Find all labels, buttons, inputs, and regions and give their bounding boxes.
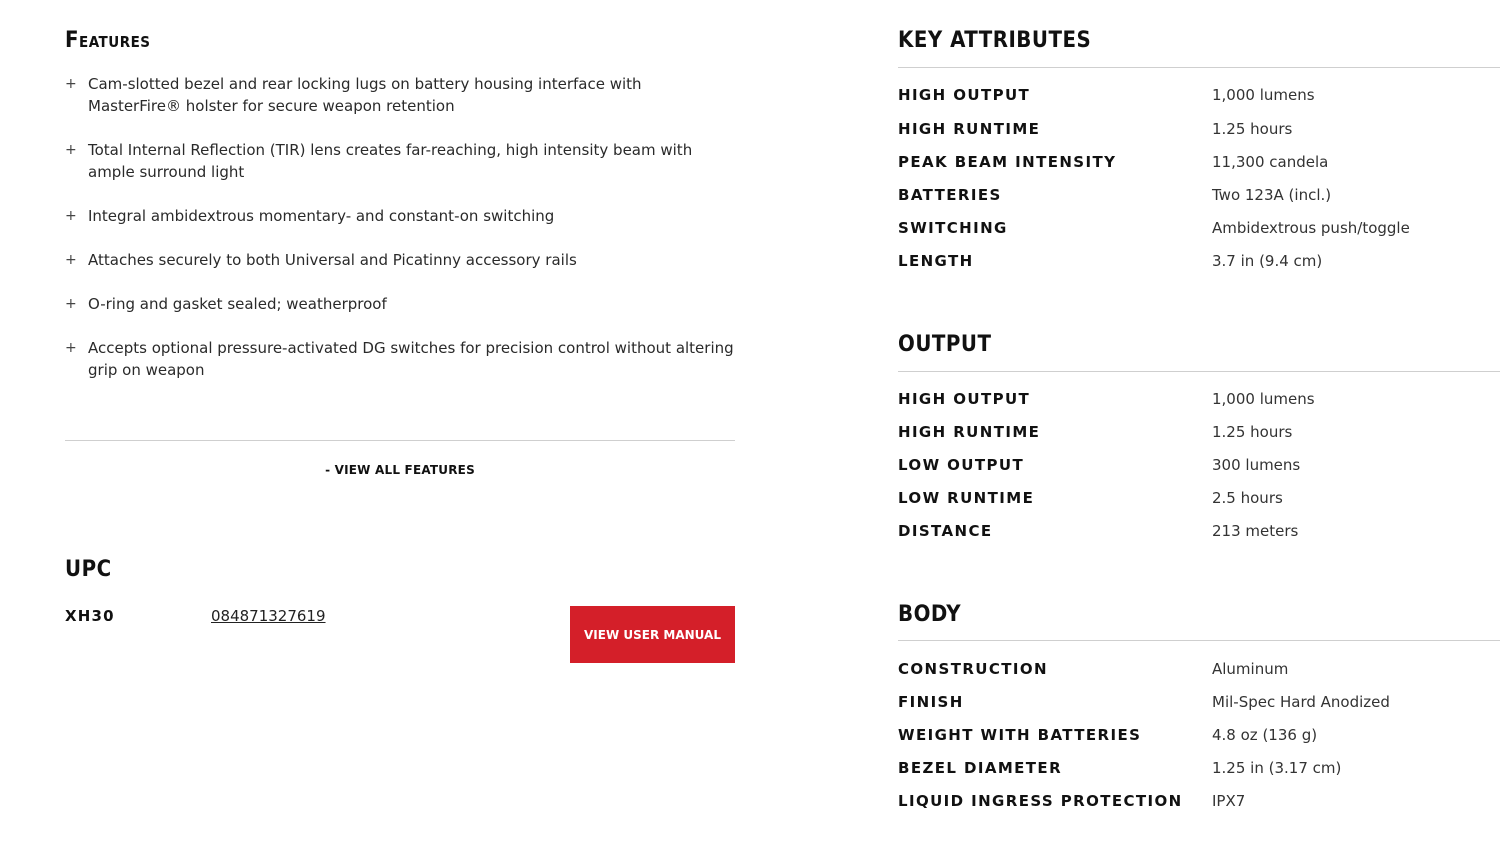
spec-label: BATTERIES: [898, 186, 1002, 204]
spec-label: HIGH OUTPUT: [898, 390, 1031, 408]
body-section: [898, 602, 1500, 810]
spec-value: 1.25 hours: [1212, 423, 1293, 441]
spec-label: LIQUID INGRESS PROTECTION: [898, 792, 1183, 810]
plus-icon: +: [65, 208, 77, 224]
spec-value: 1.25 in (3.17 cm): [1212, 759, 1342, 777]
feature-item: [65, 73, 735, 117]
spec-value: 1,000 lumens: [1212, 390, 1315, 408]
spec-row: [898, 153, 1500, 173]
feature-text: Total Internal Reflection (TIR) lens creates far-reaching, high intensity beam with ample surround light: [88, 141, 693, 181]
plus-icon: +: [65, 76, 77, 92]
spec-value: 213 meters: [1212, 522, 1299, 540]
spec-label: LENGTH: [898, 252, 974, 270]
view-all-features-link[interactable]: - VIEW ALL FEATURES: [325, 463, 475, 477]
spec-row: [898, 660, 1500, 680]
spec-label: PEAK BEAM INTENSITY: [898, 153, 1117, 171]
spec-value: 4.8 oz (136 g): [1212, 726, 1318, 744]
plus-icon: +: [65, 142, 77, 158]
spec-label: WEIGHT WITH BATTERIES: [898, 726, 1142, 744]
spec-row: [898, 759, 1500, 779]
upc-heading: UPC: [65, 557, 112, 582]
spec-row: [898, 456, 1500, 476]
spec-row: [898, 252, 1500, 272]
body-heading: BODY: [898, 602, 962, 627]
feature-item: [65, 337, 735, 381]
section-divider: [898, 640, 1500, 641]
spec-value: Aluminum: [1212, 660, 1289, 678]
spec-row: [898, 693, 1500, 713]
spec-label: SWITCHING: [898, 219, 1008, 237]
feature-item: [65, 205, 735, 227]
spec-label: HIGH RUNTIME: [898, 120, 1041, 138]
plus-icon: +: [65, 252, 77, 268]
spec-row: [898, 390, 1500, 410]
feature-item: [65, 139, 735, 183]
upc-code-link[interactable]: 084871327619: [211, 607, 326, 625]
spec-label: HIGH RUNTIME: [898, 423, 1041, 441]
spec-value: 1,000 lumens: [1212, 86, 1315, 104]
spec-label: CONSTRUCTION: [898, 660, 1049, 678]
spec-row: [898, 792, 1500, 812]
spec-row: [898, 522, 1500, 542]
spec-value: Mil-Spec Hard Anodized: [1212, 693, 1390, 711]
feature-item: [65, 293, 735, 315]
spec-label: FINISH: [898, 693, 964, 711]
features-heading: Features: [65, 28, 151, 53]
spec-value: 300 lumens: [1212, 456, 1301, 474]
section-divider: [898, 67, 1500, 68]
spec-row: [898, 186, 1500, 206]
spec-row: [898, 489, 1500, 509]
spec-label: LOW RUNTIME: [898, 489, 1035, 507]
spec-row: [898, 86, 1500, 106]
output-heading: OUTPUT: [898, 332, 992, 357]
spec-row: [898, 219, 1500, 239]
section-divider: [898, 371, 1500, 372]
output-section: [898, 332, 1500, 540]
spec-value: Ambidextrous push/toggle: [1212, 219, 1410, 237]
spec-value: Two 123A (incl.): [1212, 186, 1332, 204]
spec-value: 1.25 hours: [1212, 120, 1293, 138]
key-attributes-section: [898, 28, 1500, 270]
spec-value: 11,300 candela: [1212, 153, 1329, 171]
feature-text: Cam-slotted bezel and rear locking lugs on battery housing interface with MasterFire® holster for secure weapon retention: [88, 75, 642, 115]
spec-value: 3.7 in (9.4 cm): [1212, 252, 1323, 270]
spec-value: IPX7: [1212, 792, 1246, 810]
feature-text: O-ring and gasket sealed; weatherproof: [88, 295, 387, 313]
feature-text: Accepts optional pressure-activated DG switches for precision control without altering grip on weapon: [88, 339, 734, 379]
upc-model-label: XH30: [65, 607, 115, 625]
spec-label: BEZEL DIAMETER: [898, 759, 1063, 777]
feature-text: Integral ambidextrous momentary- and constant-on switching: [88, 207, 555, 225]
plus-icon: +: [65, 296, 77, 312]
spec-row: [898, 726, 1500, 746]
feature-item: [65, 249, 735, 271]
features-divider: [65, 440, 735, 441]
key-attributes-heading: KEY ATTRIBUTES: [898, 28, 1092, 53]
spec-label: DISTANCE: [898, 522, 993, 540]
view-user-manual-button[interactable]: VIEW USER MANUAL: [570, 606, 735, 663]
spec-row: [898, 423, 1500, 443]
spec-value: 2.5 hours: [1212, 489, 1283, 507]
plus-icon: +: [65, 340, 77, 356]
spec-label: LOW OUTPUT: [898, 456, 1025, 474]
feature-text: Attaches securely to both Universal and Picatinny accessory rails: [88, 251, 577, 269]
features-list: [65, 73, 735, 403]
spec-label: HIGH OUTPUT: [898, 86, 1031, 104]
spec-row: [898, 120, 1500, 140]
